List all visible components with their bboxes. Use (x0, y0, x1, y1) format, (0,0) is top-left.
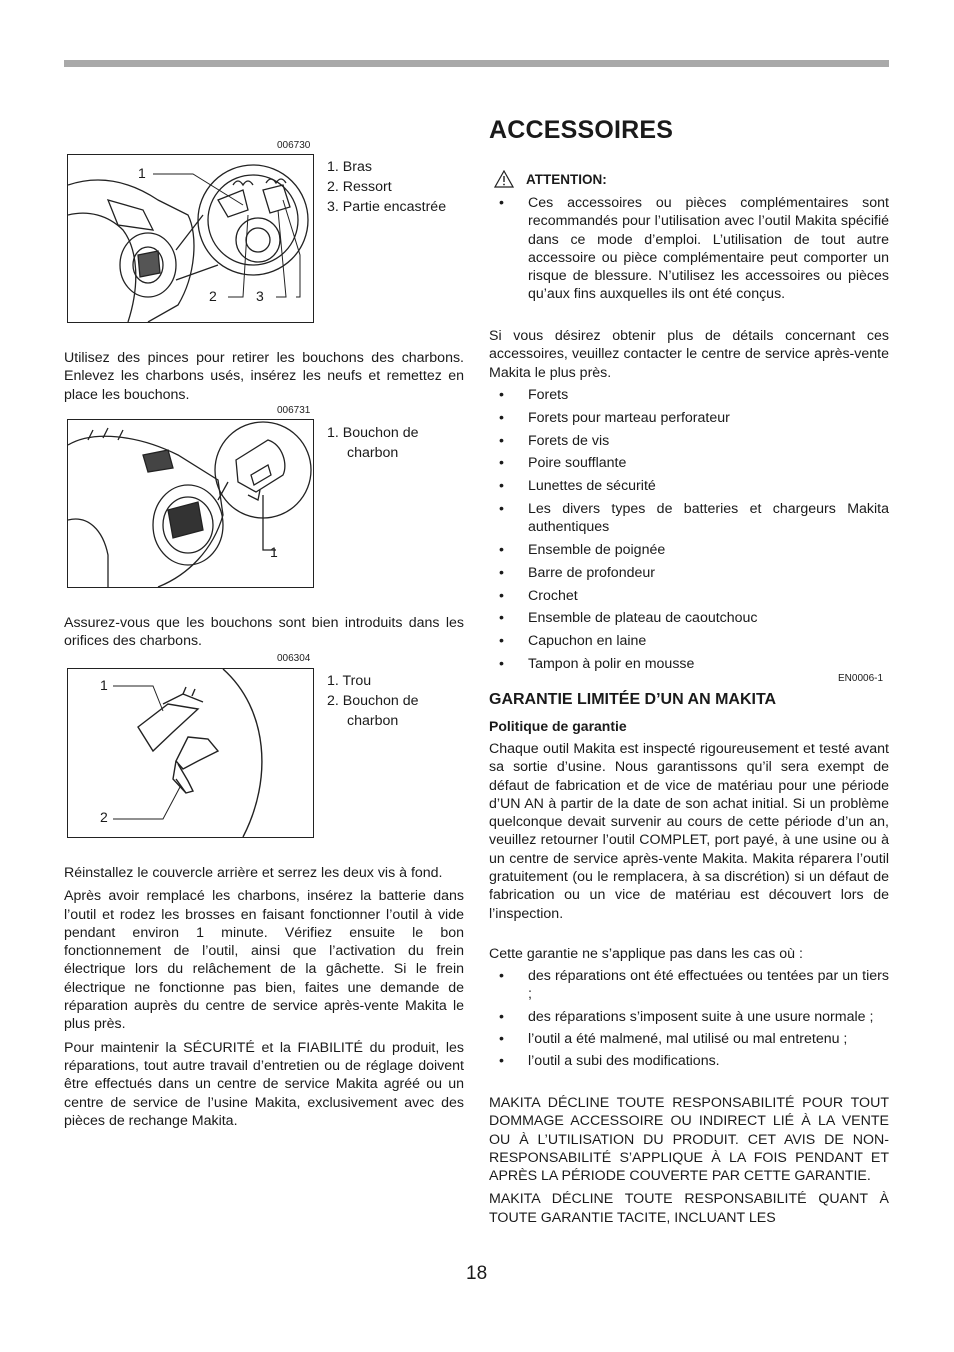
callout-2: 2 (209, 288, 217, 304)
figure-code: 006730 (277, 140, 311, 151)
paragraph: Si vous désirez obtenir plus de détails concernant ces accessoires, veuillez contacter le centre de service après-vente Makita le plus près. (489, 328, 889, 381)
paragraph: Pour maintenir la SÉCURITÉ et la FIABILITÉ du produit, les réparations, tout autre travail d’entretien ou de réglage doivent être effectués dans un centre de service Makita agréé ou un centre de service de l’usine Makita, exclusivement avec des pièces de rechange Makita. (64, 1039, 464, 1129)
figure-legend (327, 423, 419, 463)
warning-icon (494, 170, 514, 188)
paragraph: Assurez-vous que les bouchons sont bien introduits dans les orifices des charbons. (64, 615, 464, 650)
paragraph: Chaque outil Makita est inspecté rigoureusement et testé avant sa sortie d’usine. Nous garantissons qu’il sera exempt de défaut de fabrication et de vice de matériau pour une période d’UN AN à partir de la date de son achat initial. Si un problème quelconque devait survenir au cours de cette période d’un an, veuillez retourner l’outil COMPLET, port payé, à une usine ou à un centre de service après-vente Makita. Makita réparera l’outil gratuitement (ou le remplacera, à sa discrétion) si un défaut de fabrication ou un vice de matériau est découvert lors de l’inspection. (489, 741, 889, 922)
attention-list (489, 194, 889, 304)
document-code: EN0006-1 (838, 673, 884, 684)
attention-label: ATTENTION: (526, 171, 607, 187)
paragraph: MAKITA DÉCLINE TOUTE RESPONSABILITÉ QUANT À TOUTE GARANTIE TACITE, INCLUANT LES (489, 1191, 889, 1226)
legend-item: 3. Partie encastrée (327, 199, 447, 215)
attention-header (494, 170, 607, 188)
list-item: • des réparations s’imposent suite à une usure normale ; (489, 1008, 889, 1026)
figure-hole-cap (67, 668, 314, 838)
paragraph: Cette garantie ne s’applique pas dans les cas où : (489, 946, 803, 962)
callout-2: 2 (100, 809, 108, 825)
callout-1: 1 (270, 544, 278, 560)
paragraph: Utilisez des pinces pour retirer les bouchons des charbons. Enlevez les charbons usés, insérez les neufs et remettez en place les bouchons. (64, 350, 464, 403)
policy-heading: Politique de garantie (489, 718, 627, 734)
list-item: • Tampon à polir en mousse (489, 655, 889, 673)
tool-illustration (68, 420, 313, 587)
list-item: • Forets pour marteau perforateur (489, 409, 889, 427)
list-item: • l’outil a subi des modifications. (489, 1052, 889, 1070)
left-text-block (64, 864, 464, 1130)
legend-item: 1. Bouchon de (327, 425, 419, 441)
callout-3: 3 (256, 288, 264, 304)
page-number: 18 (466, 1263, 488, 1284)
list-item: • Capuchon en laine (489, 632, 889, 650)
list-item: • Forets de vis (489, 432, 889, 450)
list-item: • Crochet (489, 587, 889, 605)
figure-brush-cap (67, 419, 314, 588)
paragraph: Après avoir remplacé les charbons, insérez la batterie dans l’outil et rodez les brosses en faisant fonctionner l’outil à vide pendant environ 1 minute. Vérifiez ensuite le bon fonctionnement de l’outil, ainsi que l’activation du frein électrique lors du relâchement de la gâchette. Si le frein électrique ne fonctionne pas bien, faites une demande de réparation auprès du centre de service après-vente Makita le plus près. (64, 888, 464, 1033)
figure-code: 006304 (277, 653, 311, 664)
legend-item: 2. Ressort (327, 179, 392, 195)
header-rule (64, 60, 889, 67)
list-item: • Ensemble de poignée (489, 541, 889, 559)
list-item: • l’outil a été malmené, mal utilisé ou mal entretenu ; (489, 1030, 889, 1048)
list-item: • Ensemble de plateau de caoutchouc (489, 609, 889, 627)
list-item: • Ces accessoires ou pièces complémentaires sont recommandés pour l’utilisation avec l’outil Makita spécifié dans ce mode d’emploi. L’utilisation de tout autre accessoire ou pièce complémentaire peut comporter un risque de blessure. N’utilisez les accessoires ou pièces qu’aux fins auxquelles ils ont été conçus. (489, 194, 889, 304)
figure-code: 006731 (277, 405, 311, 416)
exclusions-list (489, 967, 889, 1070)
figure-brush-holder (67, 154, 314, 323)
list-item: • Poire soufflante (489, 454, 889, 472)
legend-item: 1. Trou (327, 673, 372, 689)
paragraph: MAKITA DÉCLINE TOUTE RESPONSABILITÉ POUR TOUT DOMMAGE ACCESSOIRE OU INDIRECT LIÉ À LA VENTE OU À L’UTILISATION DU PRODUIT. CET AVIS DE NON-RESPONSABILITÉ S’APPLIQUE À LA FOIS PENDANT ET APRÈS LA PÉRIODE COUVERTE PAR CETTE GARANTIE. (489, 1095, 889, 1185)
legend-item: charbon (347, 445, 399, 461)
list-item: • des réparations ont été effectuées ou tentées par un tiers ; (489, 967, 889, 1004)
legend-item: 1. Bras (327, 159, 372, 175)
section-title: ACCESSOIRES (489, 116, 674, 144)
figure-legend (327, 157, 446, 217)
tool-illustration (68, 155, 313, 322)
disclaimer-block (489, 1094, 889, 1227)
list-item: • Lunettes de sécurité (489, 477, 889, 495)
figure-legend (327, 671, 419, 731)
legend-item: charbon (347, 713, 399, 729)
warranty-heading: GARANTIE LIMITÉE D’UN AN MAKITA (489, 691, 777, 708)
accessories-list (489, 386, 889, 673)
paragraph: Réinstallez le couvercle arrière et serrez les deux vis à fond. (64, 865, 443, 881)
legend-item: 2. Bouchon de (327, 693, 419, 709)
callout-1: 1 (100, 677, 108, 693)
list-item: • Les divers types de batteries et chargeurs Makita authentiques (489, 500, 889, 537)
list-item: • Forets (489, 386, 889, 404)
list-item: • Barre de profondeur (489, 564, 889, 582)
callout-1: 1 (138, 165, 146, 181)
